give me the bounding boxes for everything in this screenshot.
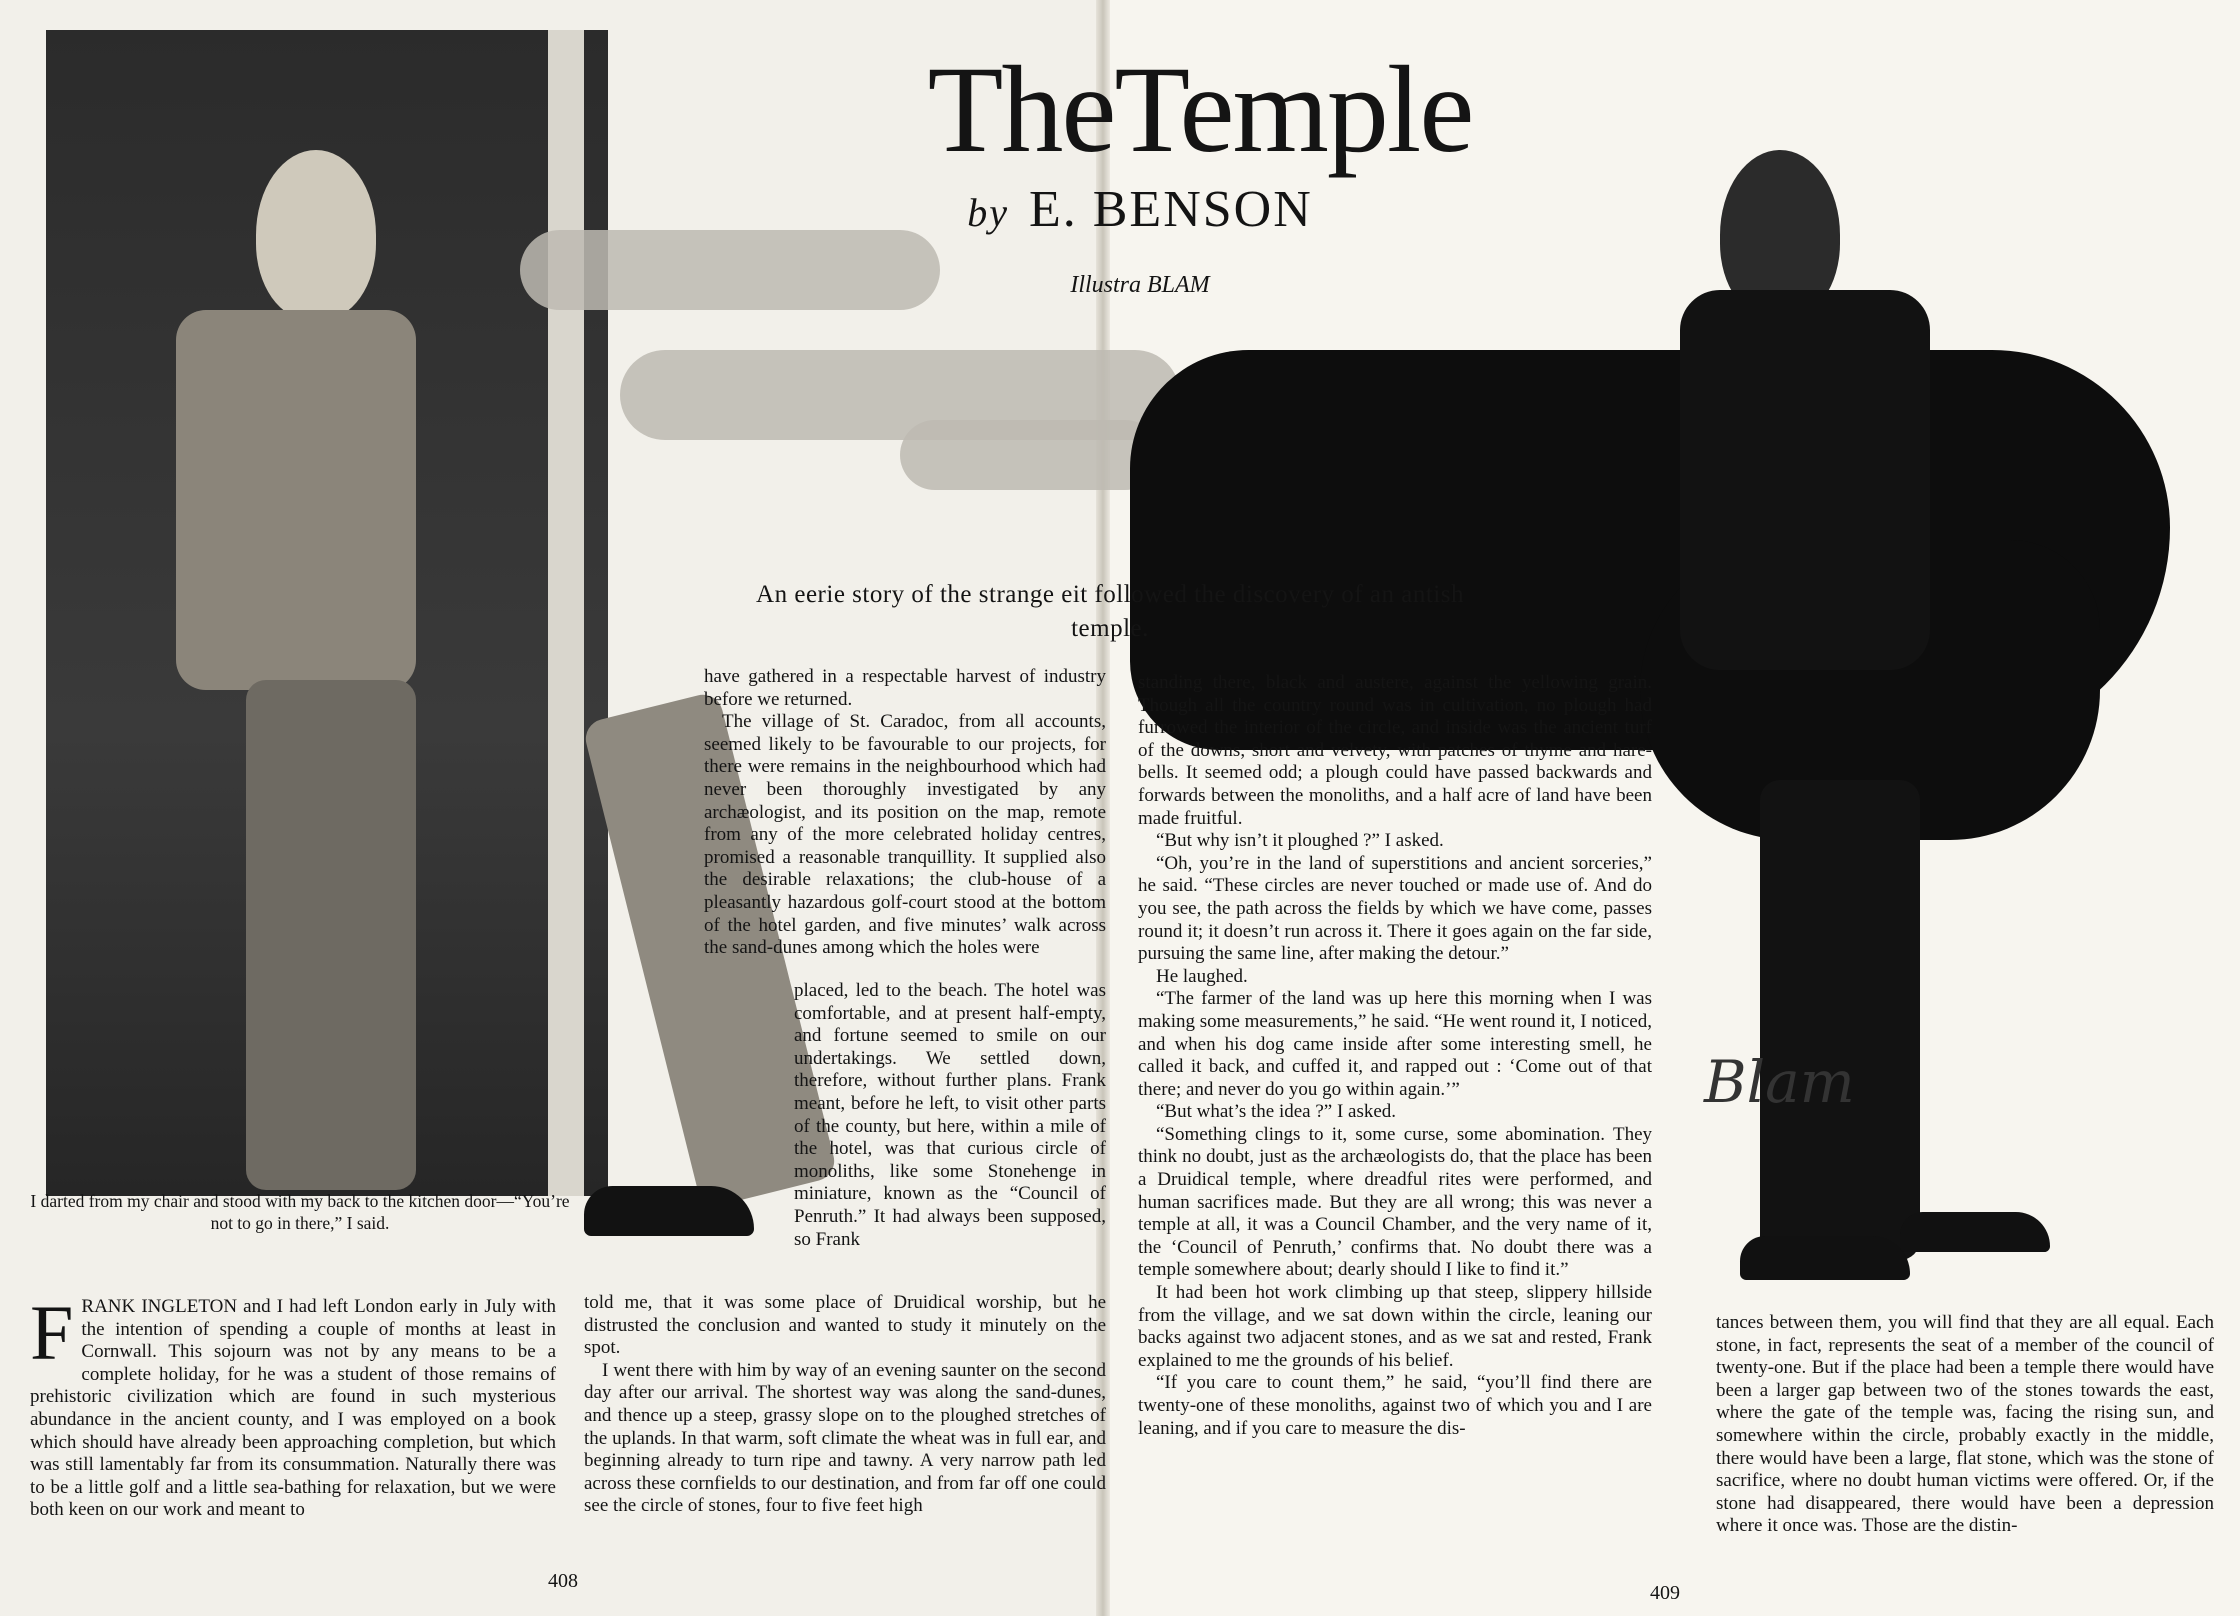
illustrator-credit: Illustra BLAM xyxy=(1070,272,1210,298)
figure-body xyxy=(176,310,416,690)
paragraph: “Something clings to it, some curse, some abomination. They think no doubt, just as the archæologists do, that the place has been a Druidical temple, where dreadful rites were performed, and human sacrifices made. But they are all wrong; this was never a temple at all, it was a Council Chamber, and the very name of it, the ‘Council of Penruth,’ confirms that. No doubt there was a temple somewhere about; dearly should I like to find it.” xyxy=(1138,1123,1652,1281)
cloaked-man-body xyxy=(1680,290,1930,670)
text-column-2-middle xyxy=(794,980,1106,1251)
paragraph: RANK INGLETON and I had left London early in July with the intention of spending a couple of months at least in Cornwall. This sojourn was not by any means to be a complete holiday, for he was a student of those remains of prehistoric civilization which are found in such mysterious abundance in the ancient county, and I was employed on a book which should have already been approaching completion, but which was still lamentably far from its consummation. Naturally there was to be a little golf and a little sea-bathing for relaxation, but we were both keen on our work and meant to xyxy=(30,1296,556,1521)
smoke-wisp xyxy=(520,230,940,310)
paragraph: standing there, black and austere, against the yellowing grain. Though all the country round was in cultivation, no plough had furrowed the interior of the circle, and inside was the ancient turf of the downs, short and velvety, with patches of thyme and hare-bells. It seemed odd; a plough could have passed backwards and forwards between the monoliths, and a half acre of land have been made fruitful. xyxy=(1138,672,1652,829)
paragraph: “But what’s the idea ?” I asked. xyxy=(1156,1101,1397,1123)
text-column-1 xyxy=(30,1289,556,1522)
smoke-wisp xyxy=(900,420,1160,490)
text-column-3 xyxy=(1138,672,1652,1440)
paragraph: placed, led to the beach. The hotel was comfortable, and at present half-empty, and fortune seemed to smile on our undertakings. We settled down, therefore, without further plans. Frank meant, before he left, to visit other parts of the county, but here, within a mile of the hotel, was that curious circle of monoliths, like some Stonehenge in miniature, known as the “Council of Penruth.” It had always been supposed, so Frank xyxy=(794,980,1106,1250)
paragraph: I went there with him by way of an evening saunter on the second day after our arrival. The shortest way was along the sand-dunes, and thence up a steep, grassy slope on to the ploughed stretches of the uplands. In that warm, soft climate the wheat was in full ear, and beginning already to turn ripe and tawny. A very narrow path led across these cornfields to our destination, and from far off one could see the circle of stones, four to five feet high xyxy=(584,1359,1106,1517)
figure-shoe xyxy=(584,1186,754,1236)
text-column-2-bottom xyxy=(584,1292,1106,1518)
paragraph: “The farmer of the land was up here this morning when I was making some measurements,” he said. “He went round it, I noticed, and when his dog came inside after some interesting smell, he called it back, and cuffed it, and rapped out : ‘Come out of that there; and never do you go within again.’” xyxy=(1138,988,1652,1100)
text-column-4 xyxy=(1716,1312,2214,1538)
page-number-right: 409 xyxy=(1650,1582,1680,1604)
author-name: E. BENSON xyxy=(1028,181,1313,238)
paragraph: It had been hot work climbing up that steep, slippery hillside from the village, and we sat down within the circle, leaning our backs against two adjacent stones, and as we sat and rested, Frank explained to me the grounds of his belief. xyxy=(1138,1282,1652,1371)
kitchen-door xyxy=(548,30,584,1196)
cloaked-man-shoe xyxy=(1900,1212,2050,1252)
paragraph: “But why isn’t it ploughed ?” I asked. xyxy=(1156,830,1444,852)
drop-cap: F xyxy=(30,1289,74,1376)
paragraph: “Oh, you’re in the land of superstitions and ancient sorceries,” he said. “These circles are never touched or made use of. And do you see, the path across the fields by which we have come, passes round it; it doesn’t run across it. There it goes again on the far side, pursuing the same line, after making the detour.” xyxy=(1138,852,1652,965)
text-column-2-top xyxy=(704,666,1106,960)
story-title: TheTemple xyxy=(927,41,1473,178)
story-subhead: An eerie story of the strange eit followed the discovery of an antish temple. xyxy=(756,581,1464,642)
left-illustration xyxy=(46,30,608,1196)
paragraph: “If you care to count them,” he said, “you’ll find there are twenty-one of these monoliths, against two of which you and I are leaning, and if you care to measure the dis- xyxy=(1138,1372,1652,1439)
cloaked-man-shoe xyxy=(1740,1236,1910,1280)
page-number-left: 408 xyxy=(548,1570,578,1592)
byline xyxy=(940,180,1340,239)
paragraph: He laughed. xyxy=(1156,965,1248,987)
paragraph: The village of St. Caradoc, from all accounts, seemed likely to be favourable to our projects, for there were remains in the neighbourhood which had never been thoroughly investigated by any archæologist, and its position on the map, remote from any of the more celebrated holiday centres, promised a reasonable tranquillity. It supplied also the desirable relaxations; the club-house of a pleasantly hazardous golf-court stood at the bottom of the hotel garden, and five minutes’ walk across the sand-dunes among which the holes were xyxy=(704,711,1106,959)
figure-legs xyxy=(246,680,416,1190)
paragraph: told me, that it was some place of Druidical worship, but he distrusted the conclusion and wanted to study it minutely on the spot. xyxy=(584,1292,1106,1359)
artist-signature: Blam xyxy=(1704,1048,1855,1116)
paragraph: tances between them, you will find that they are all equal. Each stone, in fact, represents the seat of a member of the council of twenty-one. But if the place had been a temple there would have been a larger gap between two of the stones towards the east, where the gate of the temple was, facing the rising sun, and somewhere within the circle, probably exactly in the middle, there would have been a large, flat stone, which was the stone of sacrifice, where no doubt human victims were offered. Or, if the stone had disappeared, there would have been a depression where it once was. Those are the distin- xyxy=(1716,1312,2214,1537)
cloaked-man-legs xyxy=(1760,780,1920,1260)
byline-by: by xyxy=(967,190,1009,235)
illustration-caption: I darted from my chair and stood with my back to the kitchen door—“You’re not to go in there,” I said. xyxy=(30,1191,570,1233)
figure-head xyxy=(256,150,376,320)
paragraph: have gathered in a respectable harvest of industry before we returned. xyxy=(704,666,1106,710)
